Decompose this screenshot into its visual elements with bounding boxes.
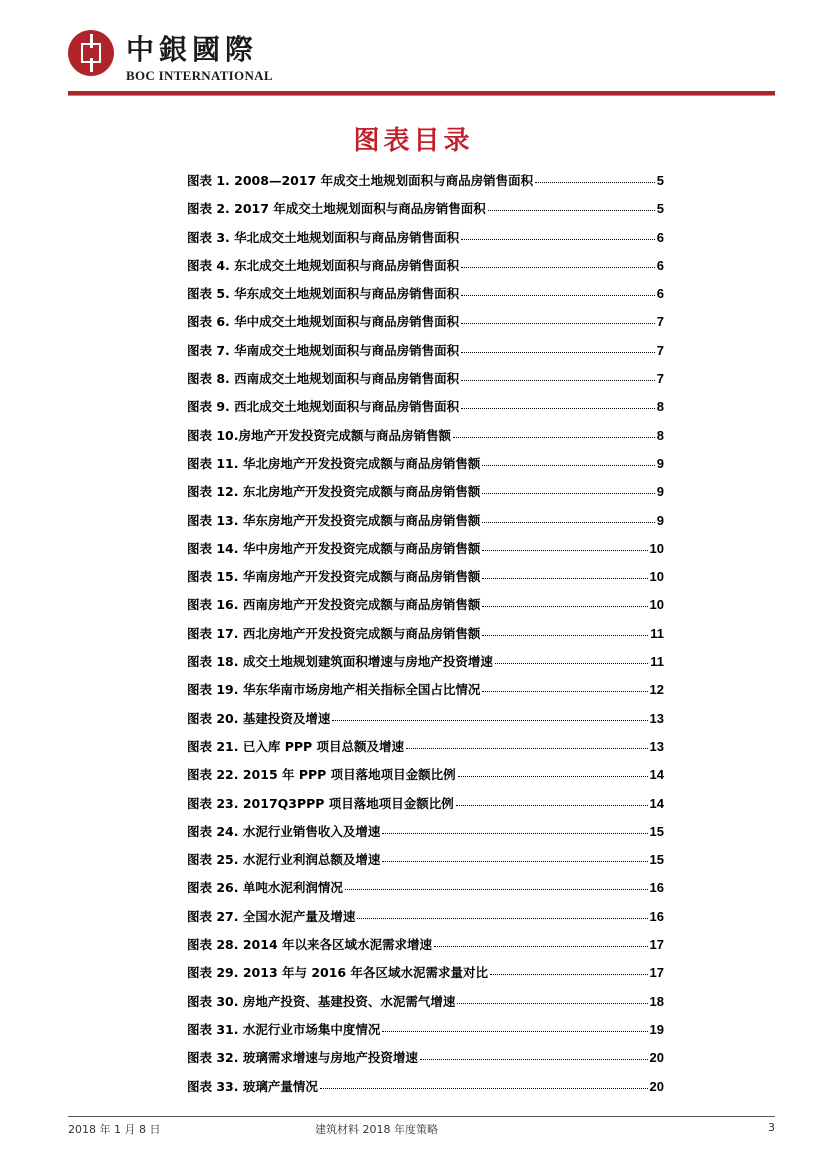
toc-entry-page[interactable]: 14 bbox=[649, 795, 664, 811]
toc-leader-dots bbox=[434, 945, 648, 947]
toc-entry-label[interactable]: 图表 10.房地产开发投资完成额与商品房销售额 bbox=[187, 427, 451, 443]
toc-entry-page[interactable]: 17 bbox=[649, 937, 664, 953]
toc-entry-label[interactable]: 图表 12. 东北房地产开发投资完成额与商品房销售额 bbox=[187, 484, 481, 500]
toc-leader-dots bbox=[461, 238, 655, 240]
footer-rule bbox=[68, 1116, 775, 1117]
toc-leader-dots bbox=[482, 634, 648, 636]
toc-entry[interactable] bbox=[187, 369, 664, 397]
toc-entry[interactable] bbox=[187, 539, 664, 567]
toc-entry[interactable] bbox=[187, 680, 664, 708]
toc-entry-label[interactable]: 图表 29. 2013 年与 2016 年各区域水泥需求量对比 bbox=[187, 965, 488, 981]
toc-entry-label[interactable]: 图表 6. 华中成交土地规划面积与商品房销售面积 bbox=[187, 314, 460, 330]
toc-entry[interactable] bbox=[187, 567, 664, 595]
brand-name-english: BOC INTERNATIONAL bbox=[126, 68, 273, 83]
toc-entry-label[interactable]: 图表 24. 水泥行业销售收入及增速 bbox=[187, 823, 381, 839]
toc-entry-page[interactable]: 12 bbox=[649, 682, 664, 698]
toc-entry-page[interactable]: 16 bbox=[649, 908, 664, 924]
toc-entry[interactable] bbox=[187, 228, 664, 256]
toc-entry-label[interactable]: 图表 32. 玻璃需求增速与房地产投资增速 bbox=[187, 1050, 418, 1066]
toc-entry-page[interactable]: 13 bbox=[649, 710, 664, 726]
toc-entry[interactable] bbox=[187, 511, 664, 539]
toc-entry[interactable] bbox=[187, 709, 664, 737]
toc-leader-dots bbox=[461, 351, 655, 353]
toc-entry-label[interactable]: 图表 16. 西南房地产开发投资完成额与商品房销售额 bbox=[187, 597, 481, 613]
toc-entry-page[interactable]: 9 bbox=[656, 455, 664, 471]
page-header bbox=[68, 28, 775, 98]
toc-entry-page[interactable]: 20 bbox=[649, 1078, 664, 1094]
toc-entry-label[interactable]: 图表 28. 2014 年以来各区域水泥需求增速 bbox=[187, 937, 432, 953]
toc-entry[interactable] bbox=[187, 256, 664, 284]
brand-name-chinese: 中銀國際 bbox=[126, 33, 259, 66]
toc-leader-dots bbox=[535, 181, 655, 183]
toc-entry-page[interactable]: 9 bbox=[656, 512, 664, 528]
toc-entry-label[interactable]: 图表 13. 华东房地产开发投资完成额与商品房销售额 bbox=[187, 512, 481, 528]
toc-entry-label[interactable]: 图表 15. 华南房地产开发投资完成额与商品房销售额 bbox=[187, 569, 481, 585]
toc-entry-page[interactable]: 9 bbox=[656, 484, 664, 500]
footer-date: 2018 年 1 月 8 日 bbox=[68, 1123, 161, 1136]
toc-entry[interactable] bbox=[187, 426, 664, 454]
toc-entry[interactable] bbox=[187, 935, 664, 963]
toc-entry[interactable] bbox=[187, 341, 664, 369]
toc-entry-label[interactable]: 图表 26. 单吨水泥利润情况 bbox=[187, 880, 343, 896]
toc-leader-dots bbox=[461, 407, 655, 409]
toc-leader-dots bbox=[382, 860, 647, 862]
toc-entry[interactable] bbox=[187, 765, 664, 793]
toc-entry-page[interactable]: 5 bbox=[656, 201, 664, 217]
toc-entry-label[interactable]: 图表 27. 全国水泥产量及增速 bbox=[187, 908, 356, 924]
toc-entry[interactable] bbox=[187, 624, 664, 652]
toc-entry-page[interactable]: 15 bbox=[649, 823, 664, 839]
toc-entry-label[interactable]: 图表 30. 房地产投资、基建投资、水泥需气增速 bbox=[187, 993, 456, 1009]
toc-entry[interactable] bbox=[187, 1048, 664, 1076]
toc-entry-label[interactable]: 图表 14. 华中房地产开发投资完成额与商品房销售额 bbox=[187, 540, 481, 556]
toc-leader-dots bbox=[461, 294, 655, 296]
toc-entry[interactable] bbox=[187, 737, 664, 765]
toc-entry-page[interactable]: 17 bbox=[649, 965, 664, 981]
toc-entry-label[interactable]: 图表 9. 西北成交土地规划面积与商品房销售面积 bbox=[187, 399, 460, 415]
toc-leader-dots bbox=[461, 266, 655, 268]
toc-entry[interactable] bbox=[187, 822, 664, 850]
toc-entry[interactable] bbox=[187, 595, 664, 623]
toc-entry-page[interactable]: 6 bbox=[656, 286, 664, 302]
toc-entry-label[interactable]: 图表 21. 已入库 PPP 项目总额及增速 bbox=[187, 738, 405, 754]
header-rule-gray bbox=[68, 95, 775, 96]
toc-entry[interactable] bbox=[187, 1020, 664, 1048]
toc-leader-dots bbox=[345, 888, 648, 890]
toc-entry[interactable] bbox=[187, 454, 664, 482]
toc-entry-label[interactable]: 图表 22. 2015 年 PPP 项目落地项目金额比例 bbox=[187, 767, 456, 783]
toc-leader-dots bbox=[490, 973, 648, 975]
toc-entry-page[interactable]: 8 bbox=[656, 427, 664, 443]
toc-entry[interactable] bbox=[187, 284, 664, 312]
toc-entry-page[interactable]: 8 bbox=[656, 399, 664, 415]
toc-entry-label[interactable]: 图表 11. 华北房地产开发投资完成额与商品房销售额 bbox=[187, 455, 481, 471]
toc-leader-dots bbox=[482, 577, 647, 579]
toc-leader-dots bbox=[382, 1030, 647, 1032]
toc-leader-dots bbox=[482, 690, 647, 692]
toc-entry-page[interactable]: 11 bbox=[650, 625, 664, 641]
toc-entry-label[interactable]: 图表 31. 水泥行业市场集中度情况 bbox=[187, 1021, 381, 1037]
toc-leader-dots bbox=[382, 832, 647, 834]
toc-entry-page[interactable]: 10 bbox=[649, 540, 664, 556]
toc-entry[interactable] bbox=[187, 312, 664, 340]
footer-page-number: 3 bbox=[768, 1121, 775, 1134]
table-of-figures bbox=[187, 171, 664, 1105]
toc-entry-label[interactable]: 图表 23. 2017Q3PPP 项目落地项目金额比例 bbox=[187, 795, 454, 811]
toc-entry-label[interactable]: 图表 17. 西北房地产开发投资完成额与商品房销售额 bbox=[187, 625, 481, 641]
toc-entry[interactable] bbox=[187, 907, 664, 935]
toc-leader-dots bbox=[482, 464, 654, 466]
toc-entry-page[interactable]: 5 bbox=[656, 173, 664, 188]
toc-entry-page[interactable]: 7 bbox=[656, 342, 664, 358]
toc-entry-label[interactable]: 图表 8. 西南成交土地规划面积与商品房销售面积 bbox=[187, 371, 460, 387]
toc-entry-page[interactable]: 7 bbox=[656, 314, 664, 330]
toc-leader-dots bbox=[406, 747, 647, 749]
toc-entry-page[interactable]: 6 bbox=[656, 229, 664, 245]
toc-entry[interactable] bbox=[187, 482, 664, 510]
toc-leader-dots bbox=[420, 1058, 648, 1060]
toc-leader-dots bbox=[357, 917, 647, 919]
footer-report-title: 建筑材料 2018 年度策略 bbox=[315, 1123, 438, 1136]
toc-leader-dots bbox=[461, 322, 655, 324]
toc-entry[interactable] bbox=[187, 397, 664, 425]
toc-entry-page[interactable]: 10 bbox=[649, 569, 664, 585]
toc-leader-dots bbox=[461, 379, 655, 381]
toc-entry[interactable] bbox=[187, 850, 664, 878]
toc-entry-label[interactable]: 图表 20. 基建投资及增速 bbox=[187, 710, 331, 726]
toc-entry-label[interactable]: 图表 7. 华南成交土地规划面积与商品房销售面积 bbox=[187, 342, 460, 358]
toc-leader-dots bbox=[332, 719, 647, 721]
toc-entry-page[interactable]: 13 bbox=[649, 738, 664, 754]
toc-entry[interactable] bbox=[187, 963, 664, 991]
toc-leader-dots bbox=[458, 775, 648, 777]
toc-entry-page[interactable]: 20 bbox=[649, 1050, 664, 1066]
toc-entry-page[interactable]: 14 bbox=[649, 767, 664, 783]
toc-entry-page[interactable]: 16 bbox=[649, 880, 664, 896]
toc-leader-dots bbox=[482, 492, 654, 494]
toc-entry-page[interactable]: 11 bbox=[650, 654, 664, 670]
toc-entry-page[interactable]: 18 bbox=[649, 993, 664, 1009]
toc-leader-dots bbox=[482, 521, 654, 523]
toc-leader-dots bbox=[488, 209, 655, 211]
toc-entry[interactable] bbox=[187, 992, 664, 1020]
toc-entry-page[interactable]: 10 bbox=[649, 597, 664, 613]
toc-entry-label[interactable]: 图表 5. 华东成交土地规划面积与商品房销售面积 bbox=[187, 286, 460, 302]
toc-entry-label[interactable]: 图表 33. 玻璃产量情况 bbox=[187, 1078, 318, 1094]
toc-entry-label[interactable]: 图表 25. 水泥行业利润总额及增速 bbox=[187, 852, 381, 868]
toc-entry[interactable] bbox=[187, 878, 664, 906]
toc-entry-page[interactable]: 6 bbox=[656, 257, 664, 273]
toc-leader-dots bbox=[453, 436, 655, 438]
toc-entry[interactable] bbox=[187, 171, 664, 199]
toc-leader-dots bbox=[320, 1087, 648, 1089]
toc-entry-label[interactable]: 图表 18. 成交土地规划建筑面积增速与房地产投资增速 bbox=[187, 654, 493, 670]
toc-entry-label[interactable]: 图表 4. 东北成交土地规划面积与商品房销售面积 bbox=[187, 257, 460, 273]
toc-entry-label[interactable]: 图表 1. 2008—2017 年成交土地规划面积与商品房销售面积 bbox=[187, 173, 534, 188]
toc-entry[interactable] bbox=[187, 794, 664, 822]
toc-entry-label[interactable]: 图表 3. 华北成交土地规划面积与商品房销售面积 bbox=[187, 229, 460, 245]
toc-entry[interactable] bbox=[187, 1077, 664, 1105]
boc-logo-icon bbox=[68, 30, 114, 76]
page-title: 图表目录 bbox=[353, 126, 474, 156]
toc-entry[interactable] bbox=[187, 199, 664, 227]
toc-leader-dots bbox=[482, 605, 647, 607]
toc-entry-page[interactable]: 19 bbox=[649, 1021, 664, 1037]
toc-leader-dots bbox=[456, 804, 648, 806]
toc-entry-page[interactable]: 15 bbox=[649, 852, 664, 868]
toc-leader-dots bbox=[482, 549, 647, 551]
toc-entry-label[interactable]: 图表 2. 2017 年成交土地规划面积与商品房销售面积 bbox=[187, 201, 486, 217]
toc-entry-page[interactable]: 7 bbox=[656, 371, 664, 387]
toc-leader-dots bbox=[457, 1002, 647, 1004]
toc-entry[interactable] bbox=[187, 652, 664, 680]
toc-leader-dots bbox=[495, 662, 648, 664]
toc-entry-label[interactable]: 图表 19. 华东华南市场房地产相关指标全国占比情况 bbox=[187, 682, 481, 698]
